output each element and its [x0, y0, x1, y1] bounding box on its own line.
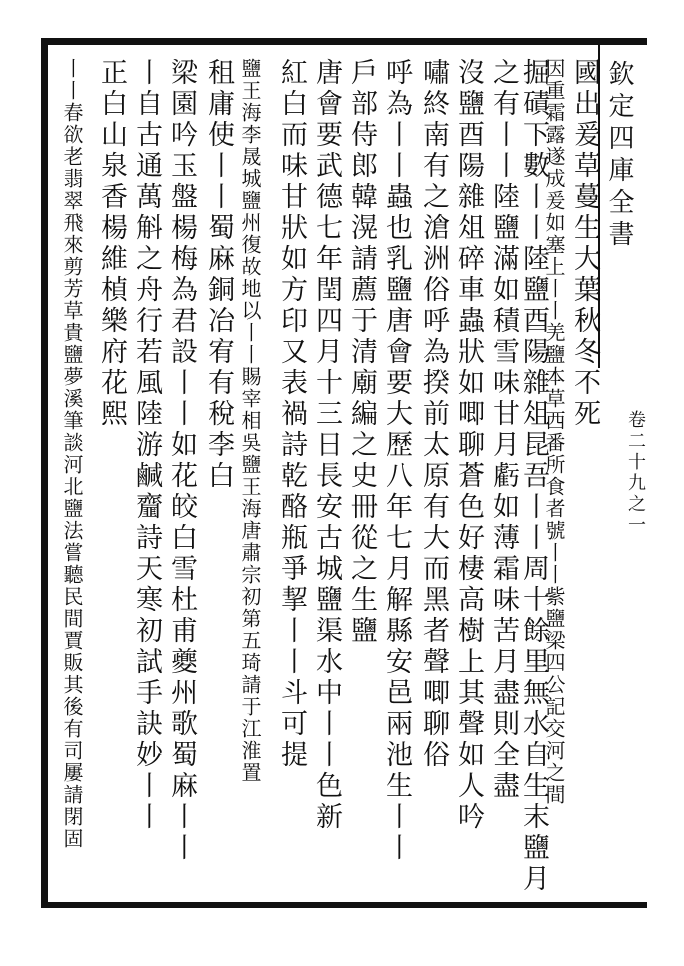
text-column-2: 因重霜露遂成爰如塞上丨丨羌鹽本草西番所食者號丨丨紫鹽梁四公記交河之間: [542, 58, 566, 806]
volume-label: 卷二十九之一: [625, 410, 646, 536]
text-column-10: 紅白而味甘狀如方印又表禍詩乾酪瓶爭挈丨丨斗可提: [276, 58, 307, 771]
text-column-1: 國出爰草蔓生大葉秋冬不死: [569, 58, 600, 430]
book-title: 欽定四庫全書: [604, 60, 634, 252]
text-column-7: 呼為丨丨蟲也乳鹽唐會要大歷八年七月解縣安邑兩池生丨丨: [381, 58, 412, 864]
text-column-6: 嘯終南有之滄洲俗呼為揆前太原有大而黑者聲唧聊俗: [418, 58, 449, 771]
text-column-15: 正白山泉香楊維楨樂府花熙: [96, 58, 127, 430]
text-column-13: 梁園吟玉盤楊梅為君設丨丨如花皎白雪杜甫夔州歌蜀麻丨丨: [166, 58, 197, 864]
text-column-5: 沒鹽酉陽雜俎碎車蟲狀如唧聊蒼色好棲高樹上其聲如人吟: [453, 58, 484, 833]
text-column-11: 鹽王海李晟城鹽州復故地以丨丨賜宰相吳鹽王海唐肅宗初第五琦請于江淮置: [238, 58, 262, 784]
text-column-12: 租庸使丨丨蜀麻銅冶宥有稅李白: [203, 58, 234, 492]
text-column-14: 丨自古通萬斛之舟行若風陸游鹹齏詩天寒初試手訣妙丨丨: [131, 58, 162, 833]
text-column-16: 丨丨春欲老翡翠飛來剪芳草貴鹽夢溪筆談河北鹽法嘗聽民間賈販其後有司屢請閉固: [60, 58, 84, 850]
text-column-4: 之有丨丨陸鹽滿如積雪味甘月虧如薄霜味苦月盡則全盡: [488, 58, 519, 802]
text-column-9: 唐會要武德七年閏四月十三日長安古城鹽渠水中丨丨色新: [311, 58, 342, 833]
text-column-8: 戶部侍郎韓滉請薦于清廟編之史冊從之生鹽: [346, 58, 377, 647]
text-column-3: 掘磧下數丨丨陸鹽酉陽雜俎昆吾丨丨周十餘里無水自生末鹽月: [518, 58, 549, 895]
